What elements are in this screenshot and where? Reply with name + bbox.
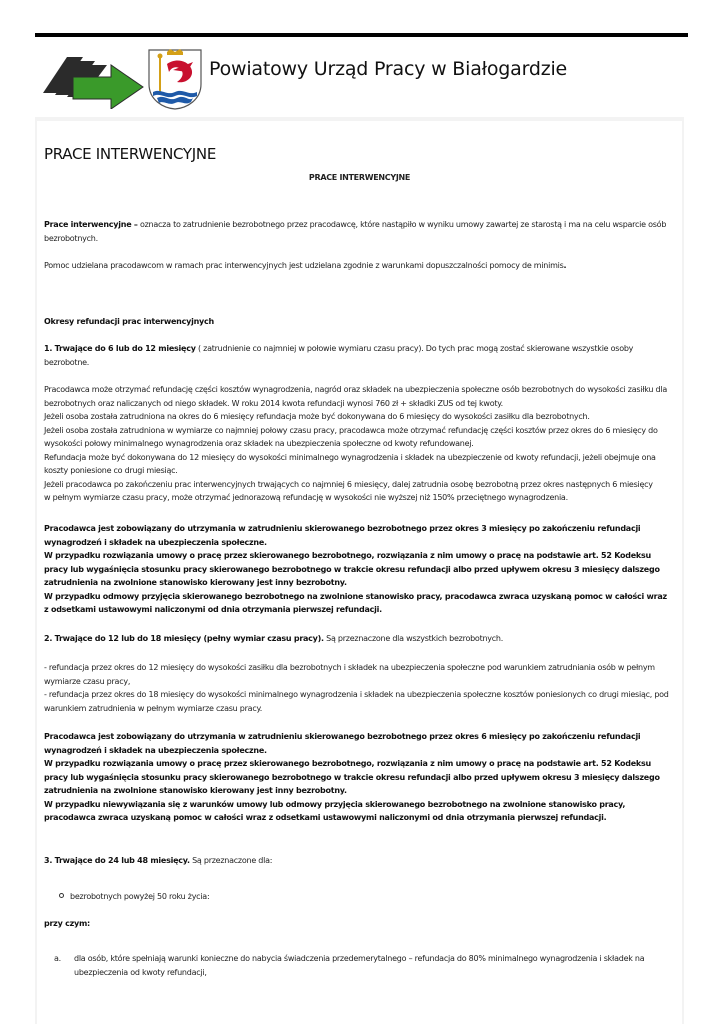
bold-line: wynagrodzeń i składek na ubezpieczenia społeczne.: [44, 537, 267, 547]
section-3-title: 3. Trwające do 24 lub 48 miesięcy.: [44, 856, 190, 865]
text-line: Pracodawca może otrzymać refundację części kosztów wynagrodzenia, nagród oraz składek na ubezpieczenia społeczne osób bezrobotnych do wysokości zasiłku dla: [44, 385, 667, 394]
list-item-text: ubezpieczenia od kwoty refundacji,: [74, 967, 207, 977]
section-3-heading: [44, 854, 674, 868]
text-line: - refundacja przez okres do 12 miesięcy do wysokości zasiłku dla bezrobotnych i składek na ubezpieczenia społeczne pod warunkiem zatrudniania osób w pełnym: [44, 663, 655, 672]
przy-czym-label: przy czym:: [44, 919, 90, 928]
bold-line: zatrudnienia na zwolnione stanowisko kierowany jest inny bezrobotny.: [44, 578, 347, 587]
text-line: koszty poniesione co drugi miesiąc.: [44, 466, 178, 475]
crest-icon: [147, 48, 203, 110]
intro-text-line-1: oznacza to zatrudnienie bezrobotnego przez pracodawcę, które nastąpiło w wyniku umowy zawartej ze starostą i ma na celu wsparcie osób: [137, 220, 667, 229]
section-2-title: 2. Trwające do 12 lub do 18 miesięcy (pełny wymiar czasu pracy).: [44, 634, 324, 643]
refund-heading: Okresy refundacji prac interwencyjnych: [44, 317, 214, 326]
text-line: - refundacja przez okres do 18 miesięcy do wysokości minimalnego wynagrodzenia i składek na ubezpieczenia społeczne kosztów poniesionych co drugi miesiąc, pod: [44, 690, 669, 699]
section-2-body: [44, 661, 674, 715]
intro-term: Prace interwencyjne –: [44, 220, 138, 229]
list-item: [59, 890, 659, 904]
site-header: [35, 37, 688, 117]
bold-line: pracy lub wygaśnięcia stosunku pracy skierowanego bezrobotnego w trakcie okresu refundacji albo przed upływem okresu 3 miesięcy dalszego: [44, 564, 660, 574]
bold-line: Pracodawca jest zobowiązany do utrzymania w zatrudnieniu skierowanego bezrobotnego przez okres 3 miesięcy po zakończeniu refundacji: [44, 524, 641, 533]
circle-bullet-icon: [59, 893, 64, 898]
text-line: warunkiem zatrudnienia w pełnym wymiarze czasu pracy.: [44, 703, 263, 713]
section-3-text: Są przeznaczone dla:: [189, 856, 273, 865]
text-line: bezrobotnych oraz naliczanych od niego składek. W roku 2014 kwota refundacji wynosi 760 zł + składki ZUS od tej kwoty.: [44, 398, 503, 408]
bold-line: W przypadku rozwiązania umowy o pracę przez skierowanego bezrobotnego, rozwiązania z nim umowy o pracę na podstawie art. 52 Kodeksu: [44, 759, 651, 768]
section-1-title: 1. Trwające do 6 lub do 12 miesięcy: [44, 344, 196, 353]
list-item-text: dla osób, które spełniają warunki konieczne do nabycia świadczenia przedemerytalnego – refundacja do 80% minimalnego wynagrodzenia i składek na: [74, 954, 645, 963]
text-line: wymiarze czasu pracy,: [44, 676, 131, 686]
text-line: Jeżeli osoba została zatrudniona na okres do 6 miesięcy refundacja może być dokonywana do 6 miesięcy do wysokości zasiłku dla bezrobotnych.: [44, 412, 590, 421]
section-1-text-line-1: ( zatrudnienie co najmniej w połowie wymiaru czasu pracy). Do tych prac mogą zostać skierowane wszystkie osoby: [195, 344, 634, 353]
page-title: PRACE INTERWENCYJNE: [44, 145, 217, 163]
text-line: Jeżeli osoba została zatrudniona w wymiarze co najmniej połowy czasu pracy, pracodawca może otrzymać refundację części kosztów przez okres do 6 miesięcy do: [44, 425, 658, 435]
bold-line: W przypadku odmowy przyjęcia skierowanego bezrobotnego na zwolnione stanowisko pracy, pracodawca zwraca uzyskaną pomoc w całości wraz: [44, 591, 667, 601]
intro-paragraph: [44, 218, 674, 245]
alpha-marker: a.: [54, 954, 61, 963]
bold-line: z odsetkami ustawowymi naliczonymi od dnia otrzymania pierwszej refundacji.: [44, 605, 382, 614]
text-line: Refundacja może być dokonywana do 12 miesięcy do wysokości minimalnego wynagrodzenia i składek na ubezpieczenie od kwoty refundacji, jeżeli obejmuje ona: [44, 452, 656, 462]
bold-line: Pracodawca jest zobowiązany do utrzymania w zatrudnieniu skierowanego bezrobotnego przez okres 6 miesięcy po zakończeniu refundacji: [44, 732, 641, 741]
section-1-body: [44, 383, 674, 505]
list-item-text: bezrobotnych powyżej 50 roku życia:: [70, 892, 210, 901]
bold-line: pracy lub wygaśnięcia stosunku pracy skierowanego bezrobotnego w trakcie okresu refundacji albo przed upływem okresu 3 miesięcy dalszego: [44, 772, 660, 782]
intro-text-line-2: bezrobotnych.: [44, 233, 98, 243]
bold-line: pracodawca zwraca uzyskaną pomoc w całości wraz z odsetkami ustawowymi naliczonymi od dnia otrzymania pierwszej refundacji.: [44, 813, 607, 822]
arrows-logo-icon[interactable]: [39, 47, 147, 109]
aid-text: Pomoc udzielana pracodawcom w ramach prac interwencyjnych jest udzielana zgodnie z warunkami dopuszczalności pomocy de minimis: [44, 261, 564, 270]
section-2-text: Są przeznaczone dla wszystkich bezrobotnych.: [323, 634, 504, 643]
text-line: Jeżeli pracodawca po zakończeniu prac interwencyjnych trwających co najmniej 6 miesięcy, dalej zatrudnia osobę bezrobotną przez okres następnych 6 miesięcy: [44, 479, 653, 489]
section-1-obligation: [44, 522, 674, 617]
article-content: [37, 121, 682, 1024]
bold-line: zatrudnienia na zwolnione stanowisko kierowany jest inny bezrobotny.: [44, 786, 347, 795]
aid-dot: .: [563, 261, 567, 270]
page-subtitle: PRACE INTERWENCYJNE: [308, 173, 411, 182]
section-1-heading: [44, 342, 674, 369]
text-line: w pełnym wymiarze czasu pracy, może otrzymać jednorazową refundację w wysokości nie wyższej niż 150% przeciętnego wynagrodzenia.: [44, 493, 568, 502]
bold-line: W przypadku niewywiązania się z warunków umowy lub odmowy przyjęcia skierowanego bezrobotnego na zwolnione stanowisko pracy,: [44, 799, 626, 809]
site-title: Powiatowy Urząd Pracy w Białogardzie: [209, 58, 568, 80]
section-2-obligation: [44, 730, 674, 825]
section-1-text-line-2: bezrobotne.: [44, 357, 90, 367]
aid-paragraph: [44, 259, 674, 273]
section-2-heading: [44, 632, 674, 646]
bold-line: wynagrodzeń i składek na ubezpieczenia społeczne.: [44, 745, 267, 755]
text-line: wysokości połowy minimalnego wynagrodzenia oraz składek na ubezpieczenia społeczne od kwoty refundowanej.: [44, 439, 474, 448]
bold-line: W przypadku rozwiązania umowy o pracę przez skierowanego bezrobotnego, rozwiązania z nim umowy o pracę na podstawie art. 52 Kodeksu: [44, 551, 651, 560]
list-item: [54, 952, 664, 979]
